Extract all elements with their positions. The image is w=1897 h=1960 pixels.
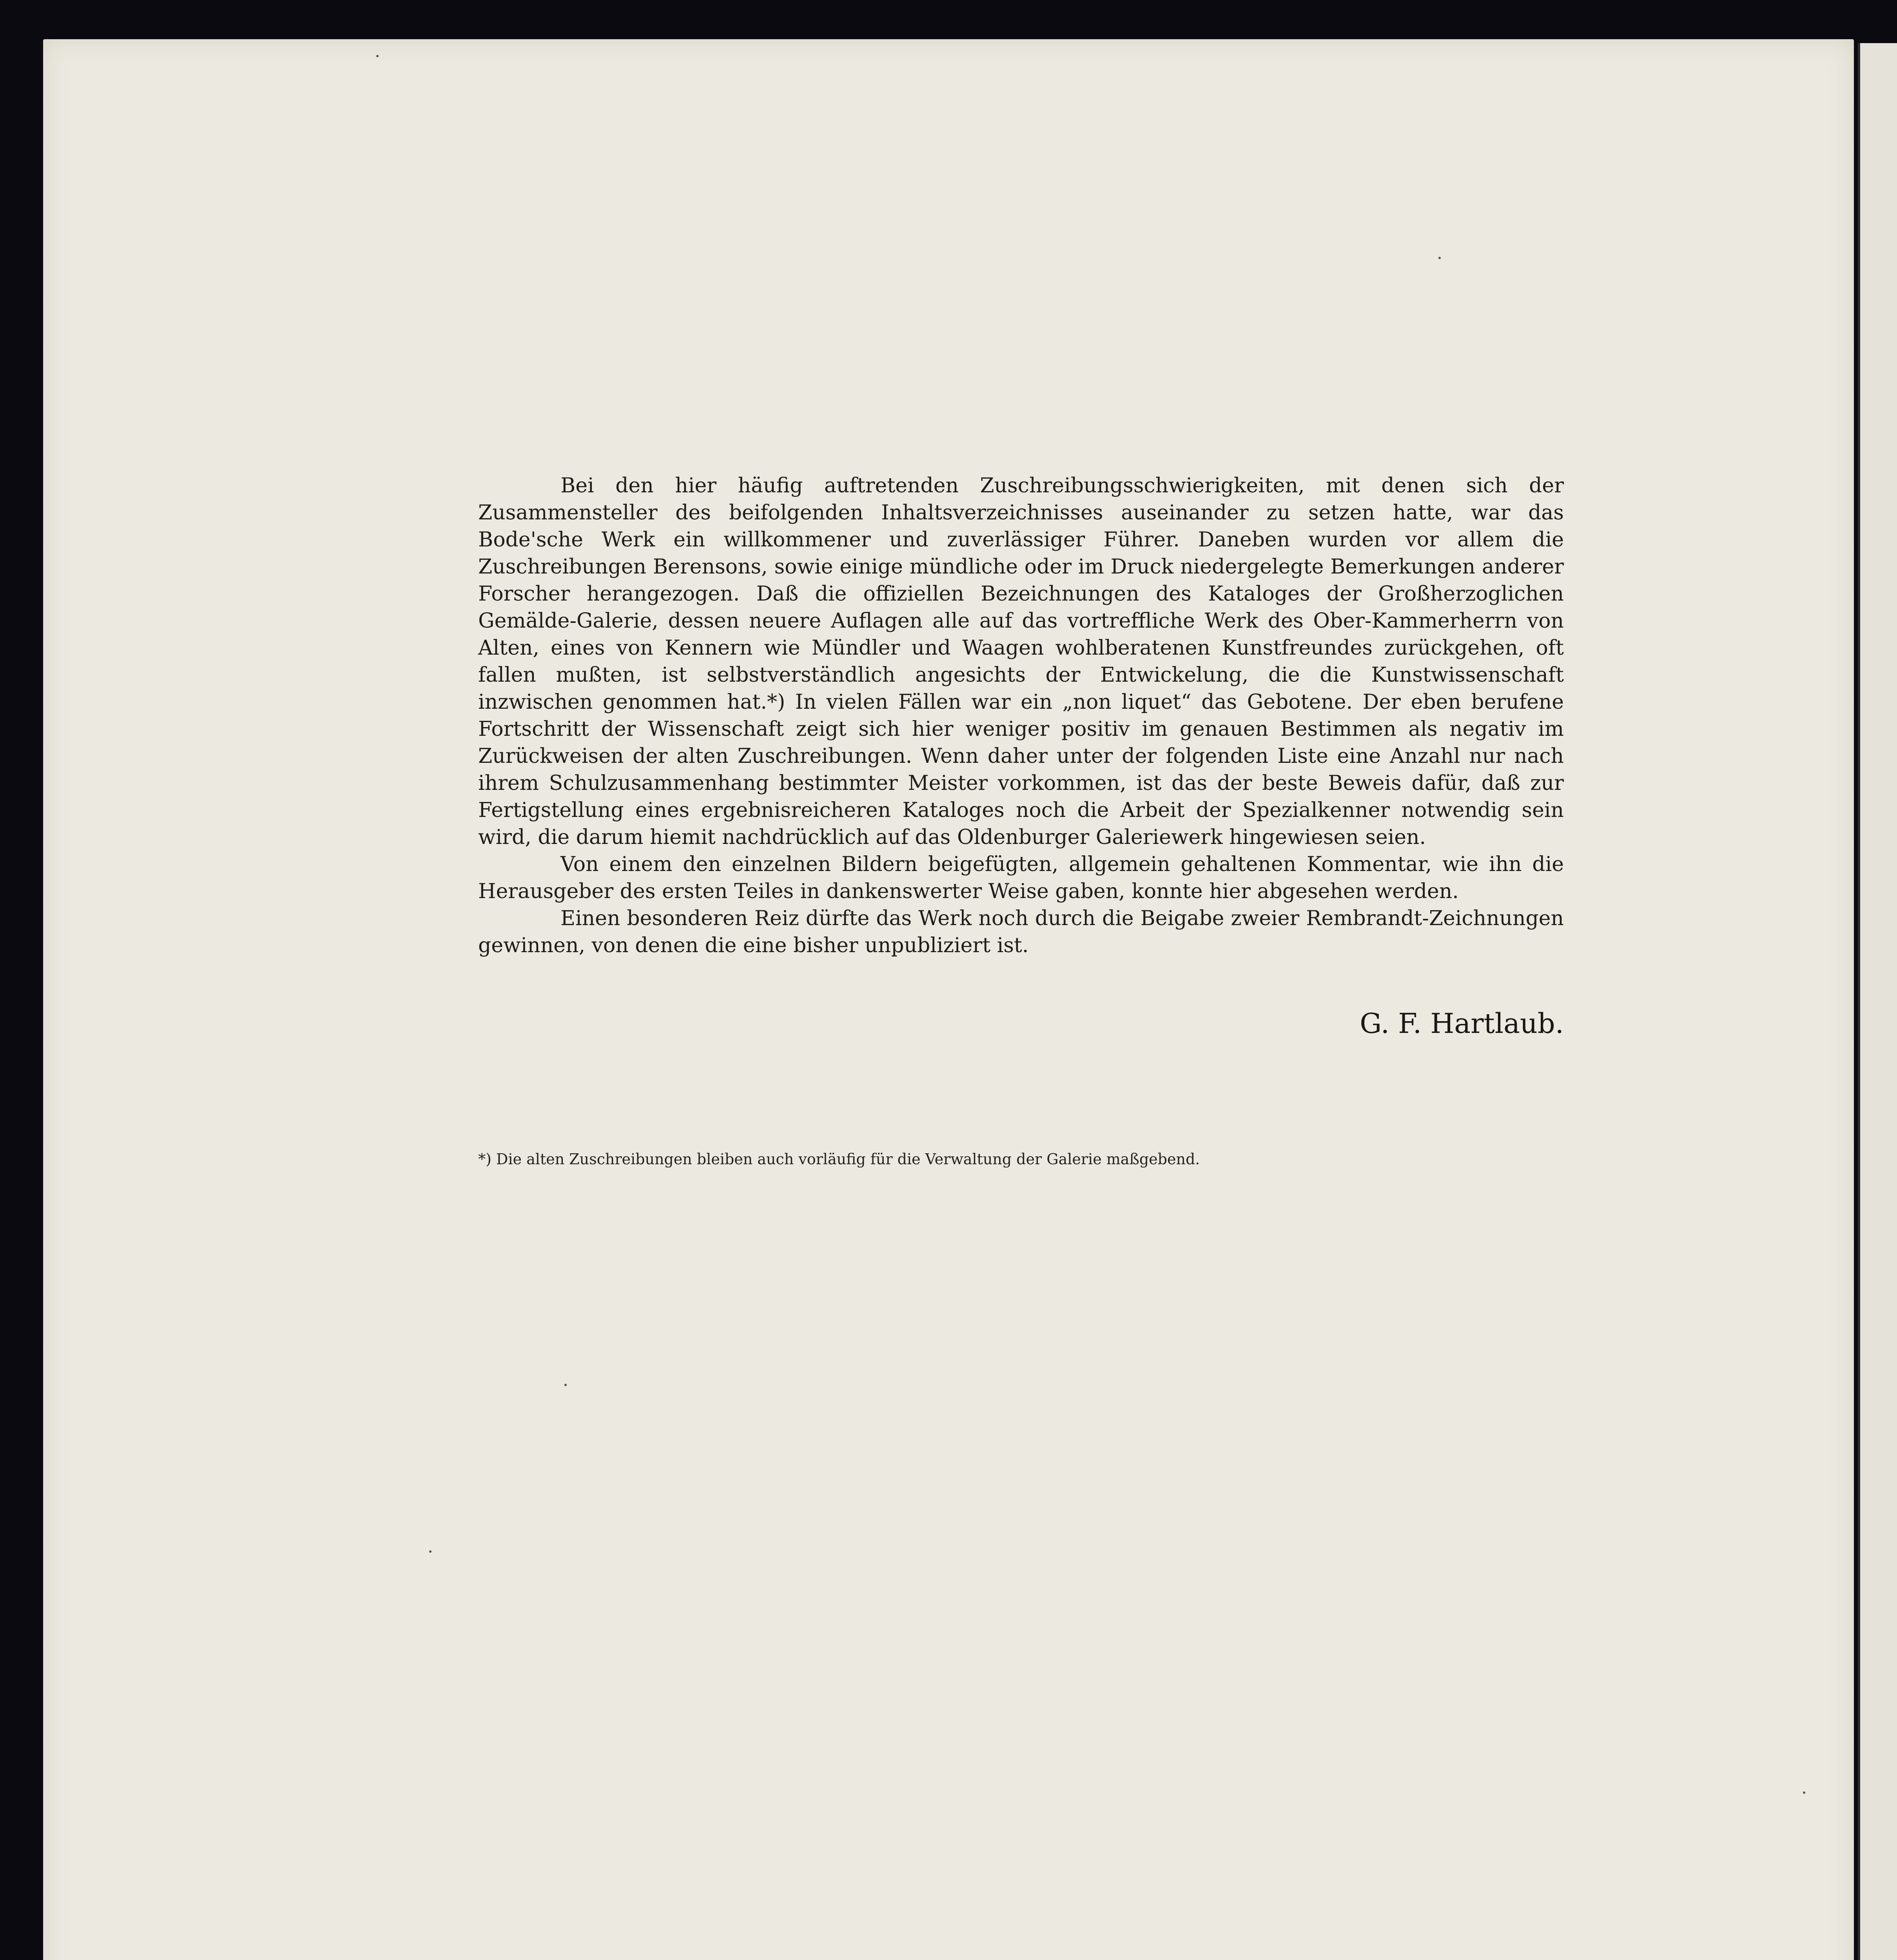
paragraph: Einen besonderen Reiz dürfte das Werk noch durch die Beigabe zweier Rembrandt-Zeichnungen gewinnen, von denen die eine bisher unpubliziert ist.: [478, 907, 1564, 957]
body-text: [478, 472, 1564, 959]
paper-speck: [564, 1384, 567, 1386]
author-signature: G. F. Hartlaub.: [1360, 1007, 1564, 1040]
paragraph: Bei den hier häufig auftretenden Zuschreibungsschwierigkeiten, mit denen sich der Zusammensteller des beifolgenden Inhaltsverzeichnisses auseinander zu setzen hatte, war das Bode'sche Werk ein willkommener und zuverlässiger Führer. Daneben wurden vor allem die Zuschreibungen Berensons, sowie einige mündliche oder im Druck niedergelegte Bemerkungen anderer Forscher herangezogen. Daß die offiziellen Bezeichnungen des Kataloges der Großherzoglichen Gemälde-Galerie, dessen neuere Auflagen alle auf das vortreffliche Werk des Ober-Kammerherrn von Alten, eines von Kennern wie Mündler und Waagen wohlberatenen Kunstfreundes zurückgehen, oft fallen mußten, ist selbstverständlich angesichts der Entwickelung, die die Kunstwissenschaft inzwischen genommen hat.*) In vielen Fällen war ein „non liquet“ das Gebotene. Der eben berufene Fortschritt der Wissenschaft zeigt sich hier weniger positiv im genauen Bestimmen als negativ im Zurückweisen der alten Zuschreibungen. Wenn daher unter der folgenden Liste eine Anzahl nur nach ihrem Schulzusammenhang bestimmter Meister vorkommen, ist das der beste Beweis dafür, daß zur Fertigstellung eines ergebnisreicheren Kataloges noch die Arbeit der Spezialkenner notwendig sein wird, die darum hiemit nachdrücklich auf das Oldenburger Galeriewerk hingewiesen seien.: [478, 474, 1564, 849]
paper-speck: [1438, 257, 1441, 259]
document-page: [43, 39, 1854, 1960]
paper-speck: [429, 1550, 432, 1553]
paper-speck: [376, 55, 379, 57]
paper-speck: [1803, 1791, 1805, 1794]
footnote: *) Die alten Zuschreibungen bleiben auch vorläufig für die Verwaltung der Galerie maßgebend.: [478, 1151, 1200, 1168]
paragraph: Von einem den einzelnen Bildern beigefügten, allgemein gehaltenen Kommentar, wie ihn die Herausgeber des ersten Teiles in dankenswerter Weise gaben, konnte hier abgesehen werden.: [478, 853, 1564, 903]
adjacent-page-edge: [1858, 43, 1897, 1960]
